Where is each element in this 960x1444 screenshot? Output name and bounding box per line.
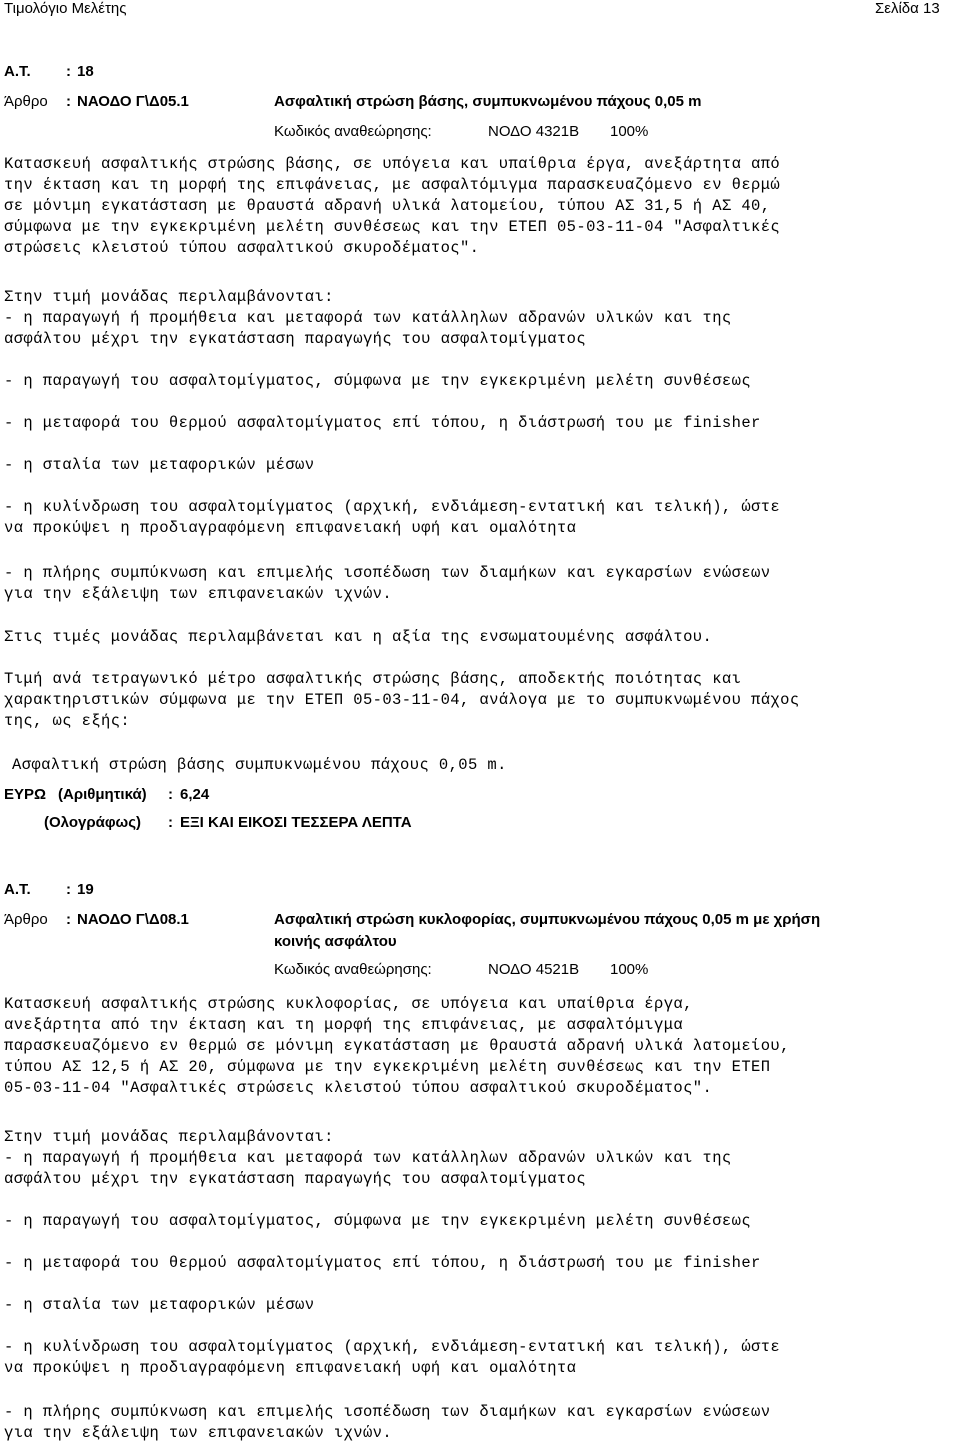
- bullet-line: ασφάλτου μέχρι την εγκατάσταση παραγωγής του ασφαλτομίγματος: [4, 1170, 587, 1188]
- description-line: την έκταση και τη μορφή της επιφάνειας, με ασφαλτόμιγμα παρασκευαζόμενο εν θερμώ: [4, 176, 781, 194]
- bullet-line: - η πλήρης συμπύκνωση και επιμελής ισοπέδωση των διαμήκων και εγκαρσίων ενώσεων: [4, 564, 771, 582]
- price-words: ΕΞΙ ΚΑΙ ΕΙΚΟΣΙ ΤΕΣΣΕΡΑ ΛΕΠΤΑ: [180, 814, 412, 831]
- bullet-item: [4, 563, 956, 605]
- includes-heading-text: Στην τιμή μονάδας περιλαμβάνονται:: [4, 288, 334, 306]
- bullet-item: [4, 1253, 956, 1274]
- bullet-line: - η μεταφορά του θερμού ασφαλτομίγματος επί τόπου, η διάστρωσή του με finisher: [4, 414, 761, 432]
- price-description-line: Τιμή ανά τετραγωνικό μέτρο ασφαλτικής στρώσης βάσης, αποδεκτής ποιότητας και: [4, 670, 742, 688]
- revision-percent: 100%: [610, 123, 649, 140]
- includes-heading: [4, 287, 956, 350]
- description-line: σύμφωνα με την εγκεκριμένη μελέτη συνθέσεως και την ΕΤΕΠ 05-03-11-04 "Ασφαλτικές: [4, 218, 781, 236]
- header-title: Τιμολόγιο Μελέτης: [4, 0, 127, 17]
- price-description: [4, 669, 956, 732]
- price-words-separator: :: [168, 814, 173, 831]
- bullet-item: [4, 371, 956, 392]
- revision-label: Κωδικός αναθεώρησης:: [274, 123, 432, 140]
- bullet-line: για την εξάλειψη των επιφανειακών ιχνών.: [4, 1424, 393, 1442]
- item-description: [4, 994, 956, 1099]
- bullet-line: - η σταλία των μεταφορικών μέσων: [4, 1296, 315, 1314]
- bullet-item: [4, 497, 956, 539]
- bullet-item: [4, 413, 956, 434]
- revision-percent: 100%: [610, 961, 649, 978]
- revision-code: ΝΟΔΟ 4521Β: [488, 961, 580, 978]
- article-separator: :: [66, 93, 71, 110]
- bullet-item: [4, 455, 956, 476]
- price-currency: ΕΥΡΩ: [4, 786, 47, 803]
- bullet-line: ασφάλτου μέχρι την εγκατάσταση παραγωγής του ασφαλτομίγματος: [4, 330, 587, 348]
- description-line: Κατασκευή ασφαλτικής στρώσης βάσης, σε υπόγεια και υπαίθρια έργα, ανεξάρτητα από: [4, 155, 781, 173]
- bullet-line: - η παραγωγή του ασφαλτομίγματος, σύμφωνα με την εγκεκριμένη μελέτη συνθέσεως: [4, 1212, 752, 1230]
- bullet-line: - η πλήρης συμπύκνωση και επιμελής ισοπέδωση των διαμήκων και εγκαρσίων ενώσεων: [4, 1403, 771, 1421]
- item-title-continued: κοινής ασφάλτου: [274, 933, 397, 950]
- item-title: Ασφαλτική στρώση κυκλοφορίας, συμπυκνωμένου πάχους 0,05 m με χρήση: [274, 911, 821, 928]
- description-line: ανεξάρτητα από την έκταση και τη μορφή της επιφάνειας, με ασφαλτόμιγμα: [4, 1016, 684, 1034]
- at-label: Α.Τ.: [4, 63, 31, 80]
- includes-heading-text: Στην τιμή μονάδας περιλαμβάνονται:: [4, 1128, 334, 1146]
- price-numeric: 6,24: [180, 786, 210, 803]
- price-words-label: (Ολογράφως): [44, 814, 142, 831]
- bullet-item: [4, 1211, 956, 1232]
- at-separator: :: [66, 63, 71, 80]
- bullet-line: - η μεταφορά του θερμού ασφαλτομίγματος επί τόπου, η διάστρωσή του με finisher: [4, 1254, 761, 1272]
- description-line: τύπου ΑΣ 12,5 ή ΑΣ 20, σύμφωνα με την εγκεκριμένη μελέτη συνθέσεως και την ΕΤΕΠ: [4, 1058, 771, 1076]
- description-line: Κατασκευή ασφαλτικής στρώσης κυκλοφορίας, σε υπόγεια και υπαίθρια έργα,: [4, 995, 693, 1013]
- article-label: Άρθρο: [4, 911, 48, 928]
- bullet-line: να προκύψει η προδιαγραφόμενη επιφανειακή υφή και ομαλότητα: [4, 1359, 577, 1377]
- bullet-line: - η παραγωγή ή προμήθεια και μεταφορά των κατάλληλων αδρανών υλικών και της: [4, 309, 732, 327]
- bullet-line: - η παραγωγή ή προμήθεια και μεταφορά των κατάλληλων αδρανών υλικών και της: [4, 1149, 732, 1167]
- bullet-item: [4, 1337, 956, 1379]
- price-numeric-label: (Αριθμητικά): [58, 786, 147, 803]
- item-description: [4, 154, 956, 259]
- bullet-line: να προκύψει η προδιαγραφόμενη επιφανειακή υφή και ομαλότητα: [4, 519, 577, 537]
- revision-code: ΝΟΔΟ 4321Β: [488, 123, 580, 140]
- asphalt-note: [4, 627, 956, 648]
- description-line: σε μόνιμη εγκατάσταση με θραυστά αδρανή υλικά λατομείου, τύπου ΑΣ 31,5 ή ΑΣ 40,: [4, 197, 771, 215]
- description-line: στρώσεις κλειστού τύπου ασφαλτικού σκυροδέματος".: [4, 239, 480, 257]
- price-numeric-separator: :: [168, 786, 173, 803]
- article-separator: :: [66, 911, 71, 928]
- asphalt-note-text: Στις τιμές μονάδας περιλαμβάνεται και η αξία της ενσωματουμένης ασφάλτου.: [4, 628, 713, 646]
- item-title: Ασφαλτική στρώση βάσης, συμπυκνωμένου πάχους 0,05 m: [274, 93, 702, 110]
- bullet-line: - η σταλία των μεταφορικών μέσων: [4, 456, 315, 474]
- revision-label: Κωδικός αναθεώρησης:: [274, 961, 432, 978]
- bullet-line: - η κυλίνδρωση του ασφαλτομίγματος (αρχική, ενδιάμεση-εντατική και τελική), ώστε: [4, 498, 781, 516]
- at-number: 18: [77, 63, 94, 80]
- bullet-line: για την εξάλειψη των επιφανειακών ιχνών.: [4, 585, 393, 603]
- at-separator: :: [66, 881, 71, 898]
- price-description-line: χαρακτηριστικών σύμφωνα με την ΕΤΕΠ 05-03-11-04, ανάλογα με το συμπυκνωμένου πάχος: [4, 691, 800, 709]
- price-description-line: της, ως εξής:: [4, 712, 131, 730]
- page-number: Σελίδα 13: [875, 0, 940, 17]
- bullet-item: [4, 1295, 956, 1316]
- includes-heading: [4, 1127, 956, 1190]
- bullet-line: - η παραγωγή του ασφαλτομίγματος, σύμφωνα με την εγκεκριμένη μελέτη συνθέσεως: [4, 372, 752, 390]
- at-number: 19: [77, 881, 94, 898]
- description-line: 05-03-11-04 "Ασφαλτικές στρώσεις κλειστού τύπου ασφαλτικού σκυροδέματος".: [4, 1079, 713, 1097]
- subitem-title: Ασφαλτική στρώση βάσης συμπυκνωμένου πάχους 0,05 m.: [12, 756, 507, 774]
- article-code: ΝΑΟΔΟ Γ\Δ05.1: [77, 93, 189, 110]
- article-label: Άρθρο: [4, 93, 48, 110]
- bullet-item: [4, 1402, 956, 1444]
- bullet-line: - η κυλίνδρωση του ασφαλτομίγματος (αρχική, ενδιάμεση-εντατική και τελική), ώστε: [4, 1338, 781, 1356]
- at-label: Α.Τ.: [4, 881, 31, 898]
- article-code: ΝΑΟΔΟ Γ\Δ08.1: [77, 911, 189, 928]
- description-line: παρασκευαζόμενο εν θερμώ σε μόνιμη εγκατάσταση με θραυστά αδρανή υλικά λατομείου,: [4, 1037, 790, 1055]
